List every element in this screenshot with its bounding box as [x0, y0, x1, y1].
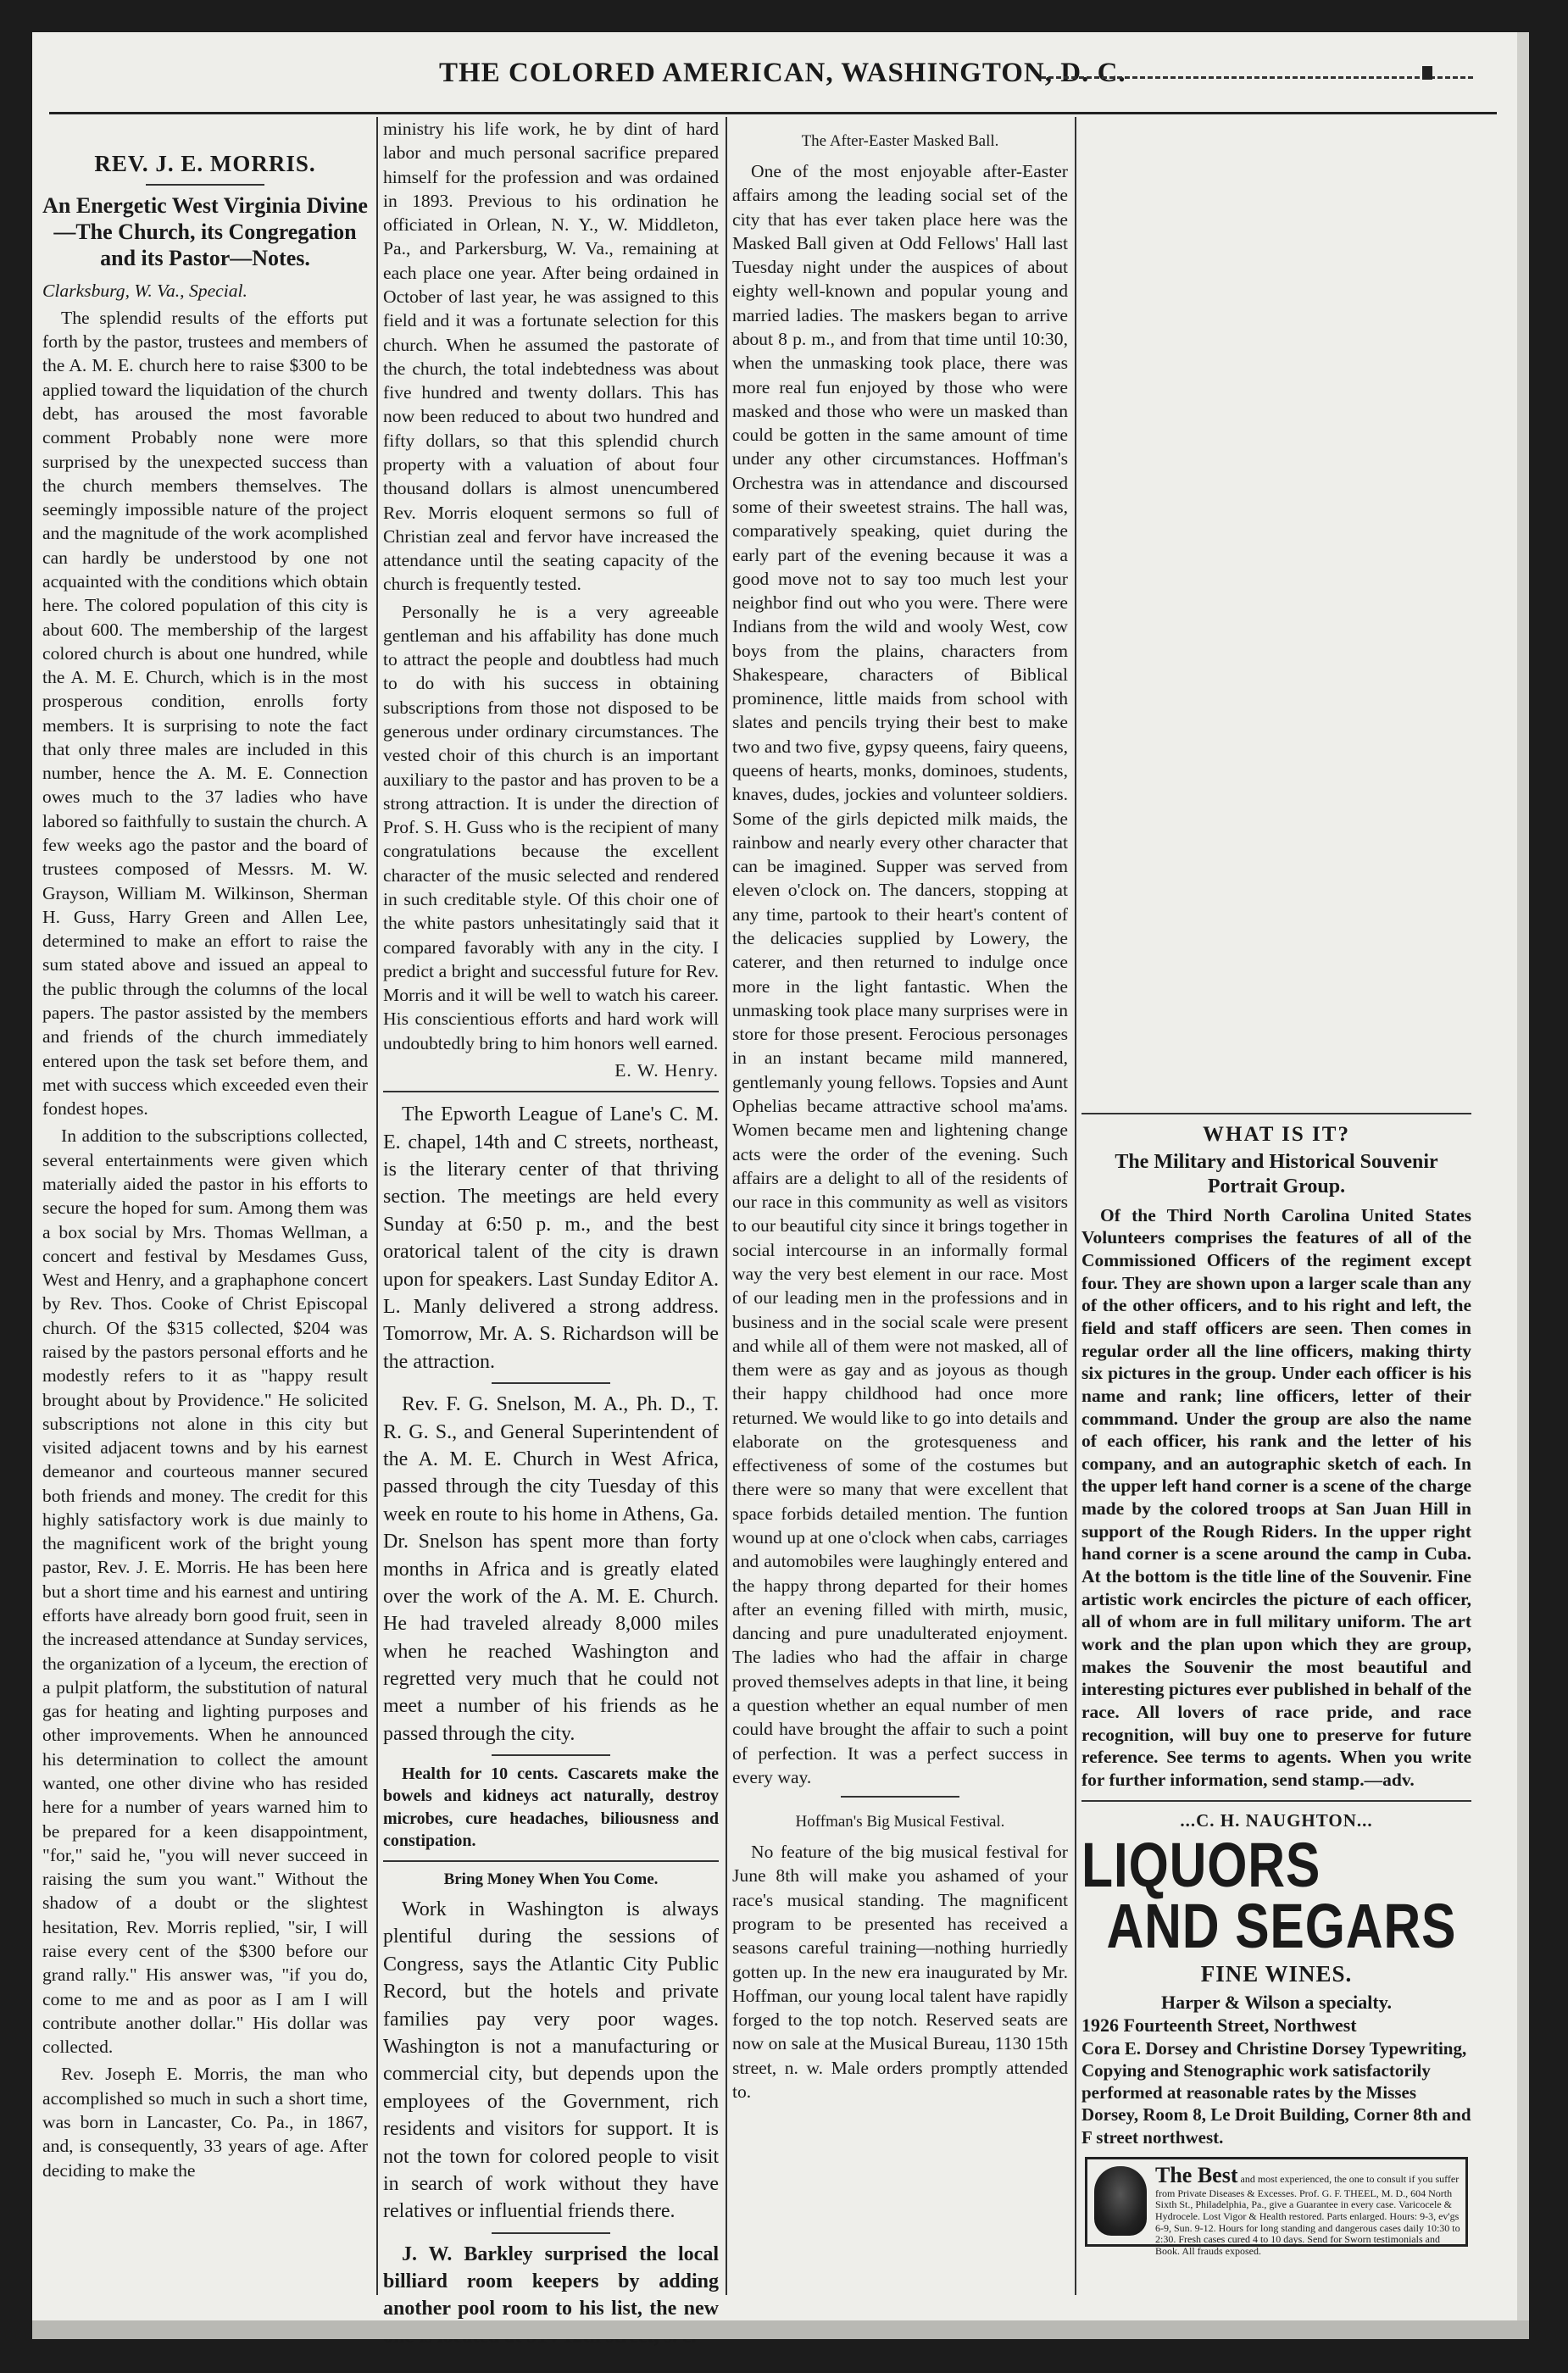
dateline: Clarksburg, W. Va., Special.	[42, 280, 247, 301]
paragraph-health: Health for 10 cents. Cascarets make the bowels and kidneys act naturally, destroy microbes, cure headaches, biliousness and constipation.	[383, 1764, 719, 1850]
column-rule-1	[376, 117, 378, 2295]
paragraph-money: Work in Washington is always plentiful during the sessions of Congress, says the Atlantic City Public Record, but the hotels and private families pay very poor wages. Washington is not a manufacturing or commercial city, but depends upon the employees of the Government, rich residents and visitors for support. It is not the town for colored people to visit in search of work without they have relatives or influential friends there.	[383, 1898, 719, 2223]
paragraph: In addition to the subscriptions collected, several entertainments were given which materially aided the pastor in his efforts to secure the hoped for sum. Among them was a box social by Mrs. Thomas Wellman, a concert and festival by Mesdames Guss, West and Henry, and a graphaphone concert by Rev. Thos. Cooke of Christ Episcopal church. Of the $315 collected, $204 was raised by the pastors personal efforts and he modestly refers to it as "happy result brought about by Providence." He solicited subscriptions not alone in this city but visited adjacent towns and by his earnest demeanor and courteous manner secured both friends and money. The credit for this highly satisfactory work is due mainly to the magnificent work of the bright young pastor, Rev. J. E. Morris. He has been here but a short time and his earnest and untiring efforts have already born good fruit, seen in the increased attendance at Sunday services, the organization of a lyceum, the erection of a pulpit platform, the substitution of natural gas for heating and lighting purposes and other improvements. When he announced his determination to collect the amount wanted, one other divine who has resided here for a number of years warned him to be prepared for a keen disappointment, "for," said he, "you will never succeed in raising the sum you want." Without the shadow of a doubt or the slightest hesitation, Rev. Morris replied, "sir, I will raise every cent of the $300 before our grand rally." His answer was, "if you do, come to me and as poor as I am I will contribute another dollar." His dollar was collected.	[42, 1125, 368, 2058]
paragraph: One of the most enjoyable after-Easter affairs among the leading social set of the city that has ever taken place here was the Masked Ball given at Odd Fellows' Hall last Tuesday night under the auspices of about eighty well-known and popular young and married ladies. The maskers began to arrive about 8 p. m., and from that time until 10:30, when the unmasking took place, there was more real fun enjoyed by those who were masked and those who were un masked than could be gotten in the same amount of time under any other circumstances. Hoffman's Orchestra was in attendance and discoursed some of their sweetest strains. The hall was, comparatively speaking, quiet during the early part of the evening because it was a good move not to say too much lest your neighbor find out who you were. There were Indians from the wild and wooly West, cow boys from the plains, characters from Shakespeare, characters of Biblical prominence, little maids from school with slates and pencils trying their best to make two and two five, gypsy queens, fairy queens, queens of hearts, monks, dominoes, students, knaves, dudes, jockies and volunteer soldiers. Some of the girls depicted milk maids, the rainbow and nearly every other character that can be imagined. Supper was served from eleven o'clock on. The dancers, stopping at any time, partook to their heart's content of the delicacies supplied by Lowery, the caterer, and then returned to indulge once more in the light fantastic. When the unmasking took place many surprises were in store for those present. Ferocious personages in an instant became mild mannered, gentlemanly young fellows. Topsies and Aunt Ophelias became attractive school ma'ams. Women became men and lightening change acts were the order of the evening. Such affairs are a delight to all of the residents of our race in this community as well as visitors to our beautiful city since it brings together in social intercourse in an informally formal way the very best element in our race. Most of our leading men in the professions and in business and in the social scale were present and while all of them were not masked, all of them were as gay and as joyous as though their happy childhood had once more returned. We would like to go into details and elaborate on the grotesqueness and effectiveness of some of the costumes but there were so many that were excellent that space forbids detailed mention. The funtion wound up at one o'clock when cabs, carriages and automobiles were laughingly entered and the happy throng departed for their homes after an evening filled with mirth, music, dancing and pure unadulterated enjoyment. The ladies who had the affair in charge proved themselves adepts in that line, it being a question whether an equal number of men could have brought the affair to such a point of perfection. It was a perfect success in every way.	[732, 161, 1068, 1787]
article-title-morris: REV. J. E. MORRIS.	[94, 151, 316, 176]
ad-subtitle-souvenir: The Military and Historical Souvenir Portrait Group.	[1115, 1151, 1438, 1198]
heading-masked-ball: The After-Easter Masked Ball.	[801, 132, 999, 150]
ad-address: 1926 Fourteenth Street, Northwest	[1081, 2015, 1357, 2037]
section-rule	[492, 1382, 610, 1384]
ad-harper-wilson: Harper & Wilson a specialty.	[1161, 1991, 1392, 2013]
heading-bring-money: Bring Money When You Come.	[443, 1870, 659, 1888]
masthead-dash-rule	[1041, 76, 1473, 79]
heading-musical-festival: Hoffman's Big Musical Festival.	[795, 1813, 1005, 1831]
paragraph: Personally he is a very agreeable gentleman and his affability has done much to attract the people and doubtless had much to do with his success in obtaining subscriptions from those not disposed to be generous under ordinary circumstances. The vested choir of this church is an important auxiliary to the pastor and has proven to be a strong attraction. It is under the direction of Prof. S. H. Guss who is the recipient of many congratulations because the excellent character of the music selected and rendered in such creditable style. Of this choir one of the white pastors unhesitatingly said that it compared favorably with any in the city. I predict a bright and successful future for Rev. Morris and it will be well to watch his career. His conscientious efforts and hard work will undoubtedly bring to him honors well earned.	[383, 601, 719, 1053]
paragraph-barkley: J. W. Barkley surprised the local billiard room keepers by adding another pool room to his list, the new	[383, 2242, 719, 2320]
column-advertisements	[1081, 1104, 1471, 2257]
ad-the-best-text	[1155, 2163, 1460, 2258]
section-rule	[1081, 1113, 1471, 1114]
ad-the-best-box	[1085, 2157, 1468, 2257]
column-two	[383, 117, 719, 2320]
section-rule	[383, 1091, 719, 1092]
column-morris	[42, 125, 368, 2312]
ad-dorsey: Cora E. Dorsey and Christine Dorsey Typewriting, Copying and Stenographic work satisfactorily performed at reasonable rates by the Misses Dorsey, Room 8, Le Droit Building, Corner 8th and F street northwest.	[1081, 2037, 1471, 2148]
page-edge-right	[1517, 32, 1529, 2320]
column-rule-3	[1075, 117, 1076, 2295]
signature: E. W. Henry.	[614, 1059, 719, 1081]
doctor-portrait-icon	[1094, 2166, 1147, 2236]
paragraph: The splendid results of the efforts put forth by the pastor, trustees and members of the A. M. E. church here to raise $300 to be applied toward the liquidation of the church debt, has aroused the most favorable comment Probably none were more surprised by the unexpected success than the church members themselves. The seemingly impossible nature of the project and the magnitude of the work acomplished can hardly be understood by one not acquainted with the conditions which obtain here. The colored population of this city is about 600. The membership of the largest colored church is about one hundred, while the A. M. E. Church, which is in the most prosperous condition, enrolls forty members. It is surprising to note the fact that only three males are included in this number, hence the A. M. E. Connection owes much to the 37 ladies who have labored so faithfully to sustain the church. A few weeks ago the pastor and the board of trustees composed of Messrs. M. W. Grayson, William M. Wilkinson, Sherman H. Guss, Harry Green and Allen Lee, determined to make an effort to raise the sum stated above and issued an appeal to the public through the columns of the local papers. The pastor assisted by the members and friends of the church immediately entered upon the task set before them, and met with success which exceeded even their fondest hopes.	[42, 307, 368, 1120]
page-edge-bottom	[32, 2320, 1529, 2339]
ad-the-best-heading: The Best	[1155, 2162, 1238, 2187]
paragraph-epworth: The Epworth League of Lane's C. M. E. chapel, 14th and C streets, northeast, is the literary center of that thriving section. The meetings are held every Sunday at 6:50 p. m., and the best oratorical talent of the city is drawn upon for speakers. Last Sunday Editor A. L. Manly delivered a strong address. Tomorrow, Mr. A. S. Richardson will be the attraction.	[383, 1103, 719, 1373]
paragraph: Rev. Joseph E. Morris, the man who accomplished so much in such a short time, was born in Lancaster, Co. Pa., in 1867, and, is consequently, 33 years of age. After deciding to make the	[42, 2064, 368, 2181]
ad-naughton-name: ...C. H. NAUGHTON...	[1180, 1809, 1373, 1831]
ad-the-best-body: and most experienced, the one to consult if you suffer from Private Diseases & Excesses. Prof. G. F. THEEL, M. D., 604 North Sixth St., Philadelphia, Pa., give a Guarantee in every case. Varicocele & Hydrocele. Lost Vigor & Health restored. Parts enlarged. Hours: 9-3, ev'gs 6-9, Sun. 9-12. Hours for long standing and dangerous cases daily 10:30 to 2:30. Fresh cases cured 4 to 10 days. Send for Sworn testimonials and Book. All frauds exposed.	[1155, 2172, 1460, 2257]
column-rule-2	[726, 117, 727, 2295]
section-rule	[492, 2232, 610, 2234]
newspaper-page	[32, 32, 1517, 2320]
article-subtitle-morris: An Energetic West Virginia Divine—The Church, its Congregation and its Pastor—Notes.	[42, 193, 368, 271]
section-rule	[1081, 1800, 1471, 1802]
page-corner-mark	[1422, 66, 1432, 80]
paragraph: No feature of the big musical festival for June 8th will make you ashamed of your race's musical standing. The magnificent program to be presented has received a seasons careful training—nothing hurriedly gotten up. In the new era inaugurated by Mr. Hoffman, our young local talent have rapidly forged to the top notch. Reserved seats are now on sale at the Musical Bureau, 1130 15th street, n. w. Male orders promptly attended to.	[732, 1842, 1068, 2102]
header-rule	[49, 112, 1497, 114]
ad-fine-wines: FINE WINES.	[1200, 1960, 1353, 1987]
section-rule	[492, 1754, 610, 1756]
section-rule	[383, 1860, 719, 1862]
section-rule	[841, 1796, 959, 1798]
ad-body-souvenir: Of the Third North Carolina United States Volunteers comprises the features of all of the Commissioned Officers of the regiment except four. They are shown upon a larger scale than any of the other officers, and to his right and left, the field and staff officers are seen. Then comes in regular order all the line officers, making thirty six pictures in the group. Under each officer is his name and rank; line officers, letter of their commmand. Under the group are also the name of each officer, his rank and the letter of his company, and an autographic sketch of each. In the upper left hand corner is a scene of the charge made by the colored troops at San Juan Hill in support of the Rough Riders. In the upper right hand corner is a scene around the camp in Cuba. At the bottom is the title line of the Souvenir. Fine artistic work encircles the picture of each officer, all of whom are in full military uniform. The art work and the plan upon which they are group, makes the Souvenir the most beautiful and interesting pictures ever published in behalf of the race. All lovers of race pride, and race recognition, will buy one to preserve for future reference. See terms to agents. When you write for further information, send stamp.—adv.	[1081, 1204, 1471, 1790]
ad-liquors: LIQUORS	[1081, 1829, 1321, 1900]
paragraph: ministry his life work, he by dint of hard labor and much personal sacrifice prepared himself for the profession and was ordained in 1893. Previous to his ordination he officiated in Orlean, N. Y., W. Middleton, Pa., and Parkersburg, W. Va., remaining at each place one year. After being ordained in October of last year, he was assigned to this field and it was a fortunate selection for this church. When he assumed the pastorate of the church, the total indebtedness was about five hundred and twenty dollars. This has now been reduced to about two hundred and fifty dollars, so that this splendid church property with a valuation of about four thousand dollars is almost unencumbered Rev. Morris eloquent sermons so full of Christian zeal and fervor have increased the attendance until the seating capacity of the church is frequently tested.	[383, 119, 719, 595]
paragraph-snelson: Rev. F. G. Snelson, M. A., Ph. D., T. R. G. S., and General Superintendent of the A. M. E. Church in West Africa, passed through the city Tuesday of this week en route to his home in Athens, Ga. Dr. Snelson has spent more than forty months in Africa and is greatly elated over the work of the A. M. E. Church. He had traveled already 8,000 miles when he reached Washington and regretted very much that he could not meet a number of his friends as he passed through the city.	[383, 1393, 719, 1745]
blank-column-space	[1117, 125, 1482, 1109]
ad-title-what-is-it: WHAT IS IT?	[1203, 1123, 1350, 1146]
ad-segars: AND SEGARS	[1106, 1891, 1457, 1962]
title-rule	[146, 184, 264, 186]
column-three	[732, 117, 1068, 2304]
masthead: THE COLORED AMERICAN, WASHINGTON, D. C.	[439, 58, 1126, 88]
